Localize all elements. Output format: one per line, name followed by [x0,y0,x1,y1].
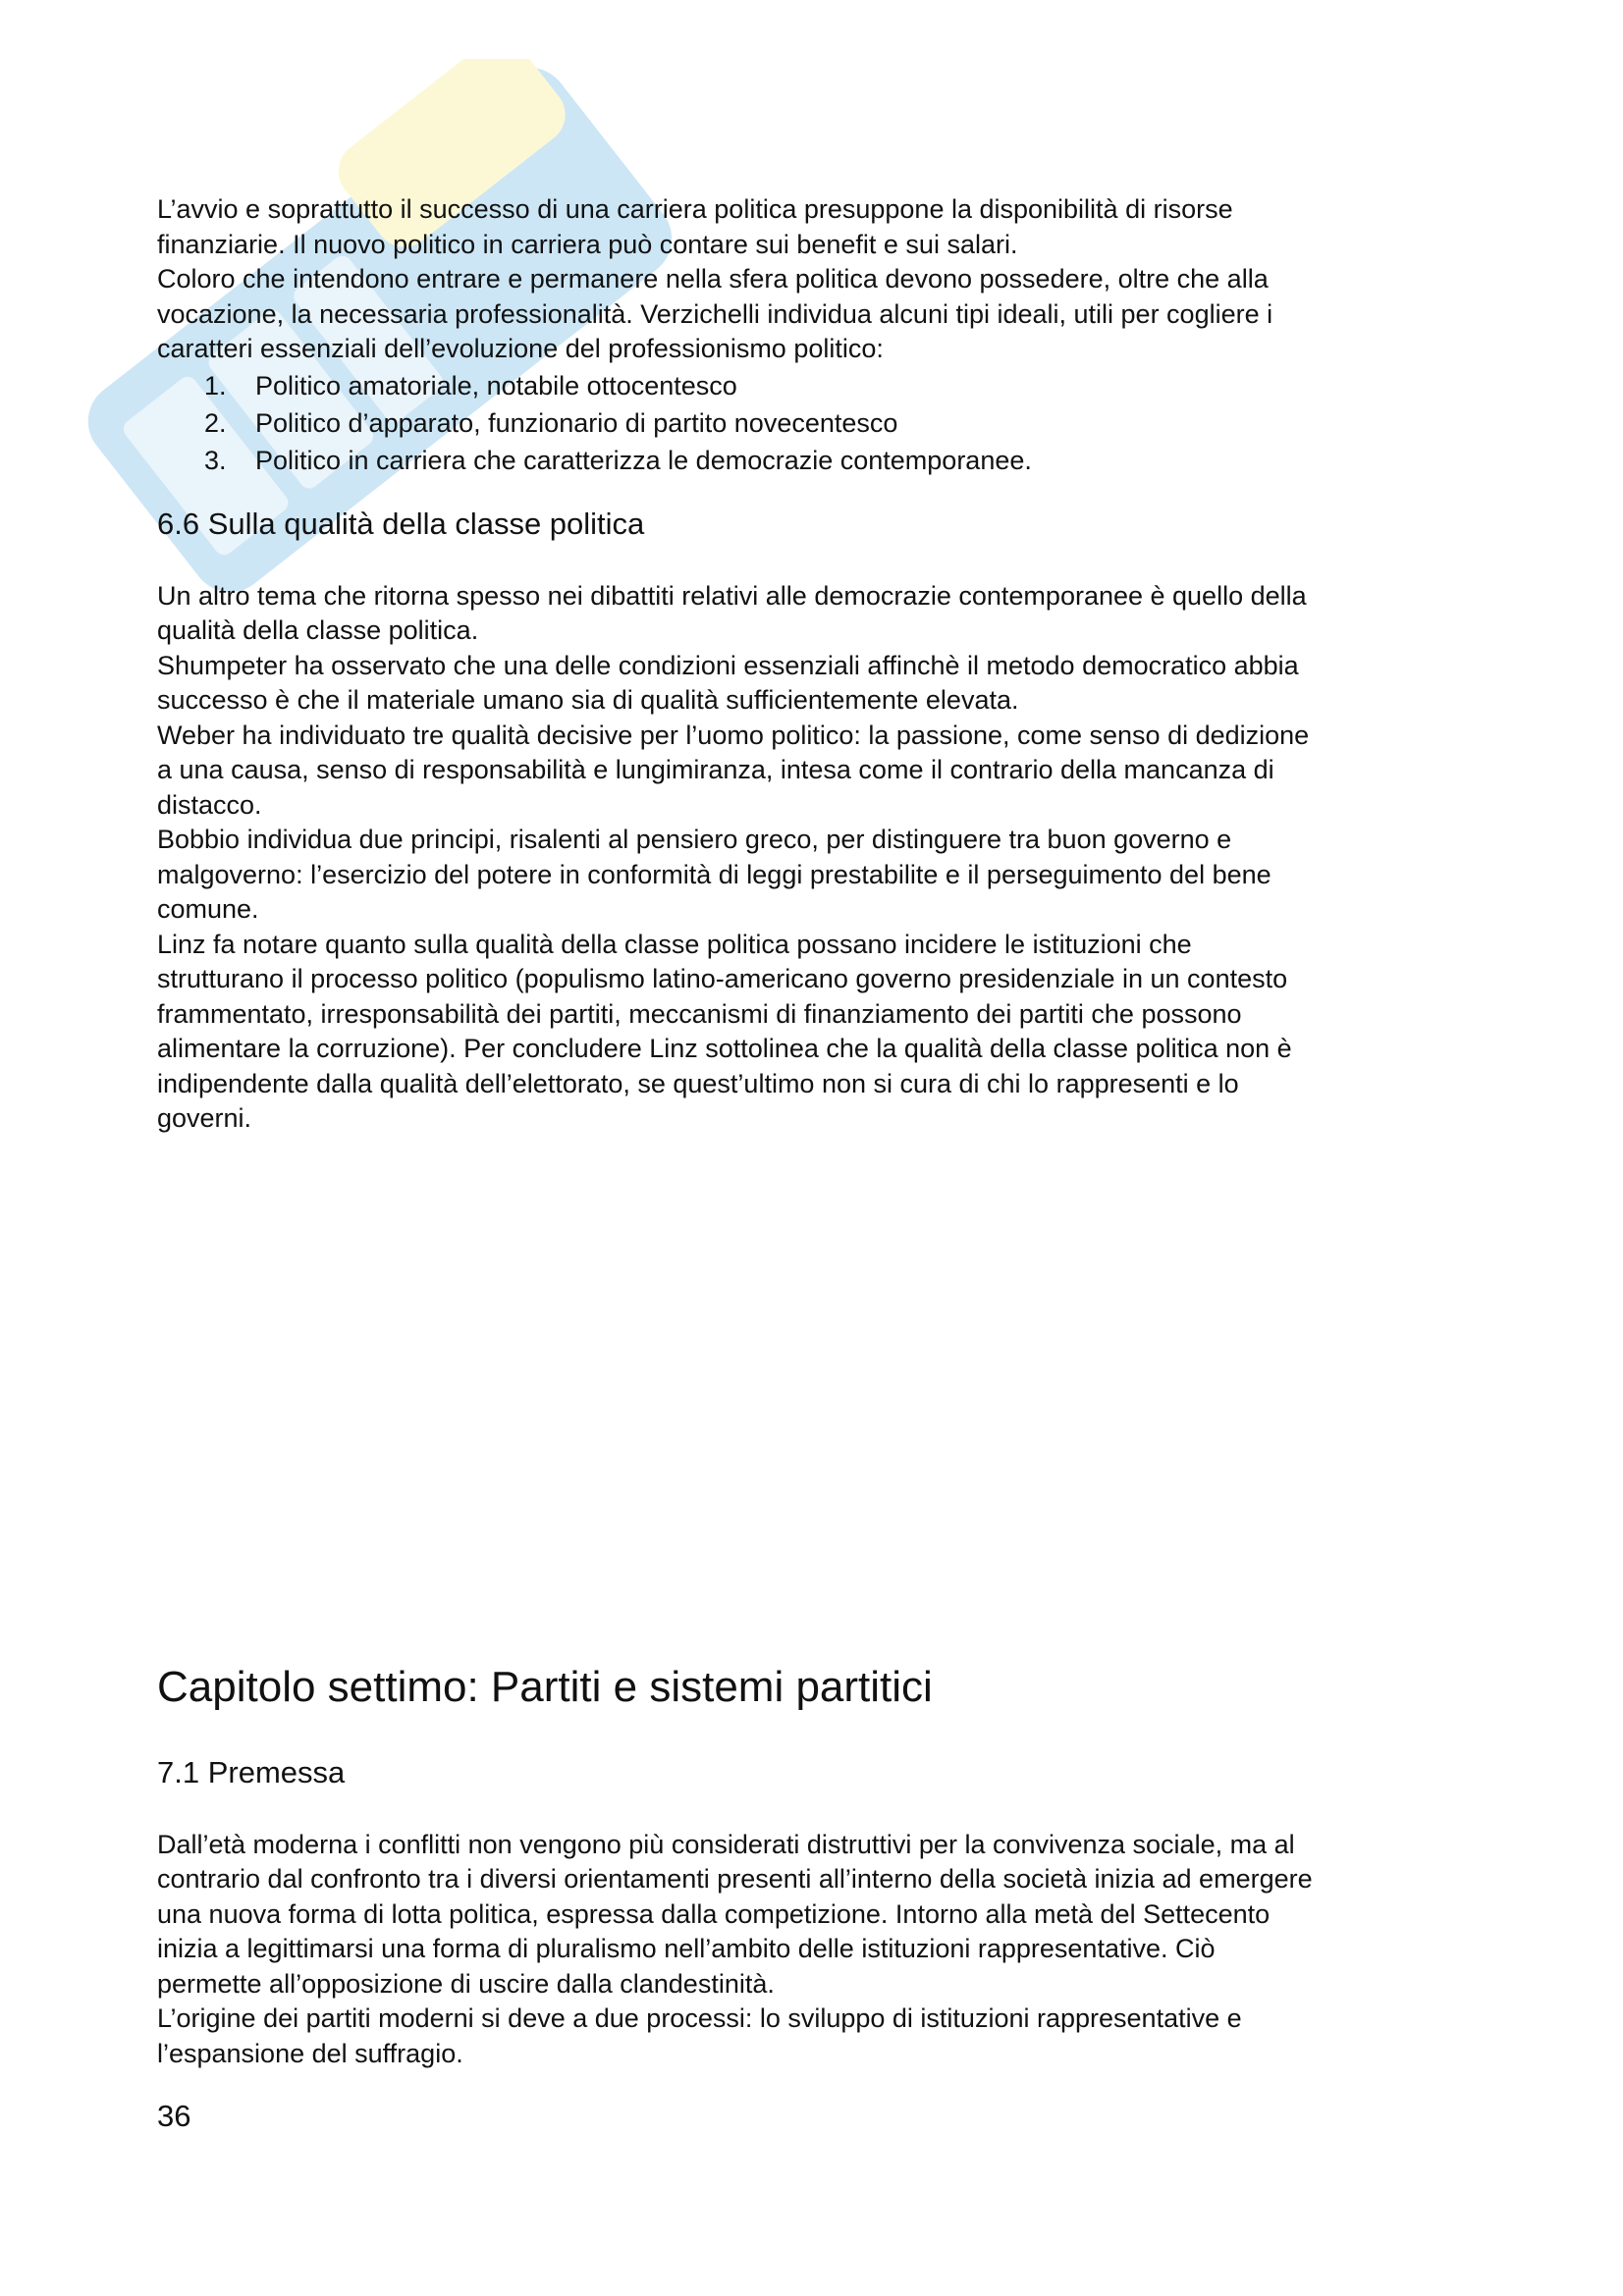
text-line: Bobbio individua due principi, risalenti al pensiero greco, per distinguere tra buon governo e [157,825,1232,854]
text-line: permette all’opposizione di uscire dalla clandestinità. [157,1968,775,1999]
text-line: L’avvio e soprattutto il successo di una carriera politica presuppone la disponibilità di risorse [157,194,1233,224]
list-item-text: Politico amatoriale, notabile ottocentesco [255,370,737,400]
list-item [157,404,1492,442]
page-number: 36 [157,2099,191,2133]
text-line: successo è che il materiale umano sia di qualità sufficientemente elevata. [157,685,1019,715]
list-item [157,442,1492,479]
text-line: inizia a legittimarsi una forma di pluralismo nell’ambito delle istituzioni rappresentative. Ciò [157,1934,1216,1963]
text-line: L’origine dei partiti moderni si deve a due processi: lo sviluppo di istituzioni rappresentative e [157,2003,1242,2033]
text-line: indipendente dalla qualità dell’elettorato, se quest’ultimo non si cura di chi lo rappresenti e lo [157,1068,1239,1098]
text-line: Weber ha individuato tre qualità decisive per l’uomo politico: la passione, come senso di dedizione [157,720,1310,750]
text-line: Shumpeter ha osservato che una delle condizioni essenziali affinchè il metodo democratico abbia [157,650,1299,680]
document-page [157,192,1492,2071]
section-7-1-body [157,1828,1492,2072]
list-number: 3. [204,445,227,475]
text-line: malgoverno: l’esercizio del potere in conformità di leggi prestabilite e il perseguimento del bene [157,859,1271,889]
politician-types-list [157,367,1492,479]
text-line: frammentato, irresponsabilità dei partiti, meccanismi di finanziamento dei partiti che possono [157,998,1242,1029]
text-line: distacco. [157,789,262,820]
text-line: vocazione, la necessaria professionalità. Verzichelli individua alcuni tipi ideali, utili per cogliere i [157,298,1273,329]
text-line: finanziarie. Il nuovo politico in carriera può contare sui benefit e sui salari. [157,229,1018,259]
intro-paragraph [157,192,1492,367]
text-line: qualità della classe politica. [157,615,479,645]
list-number: 2. [204,407,227,438]
text-line: contrario dal confronto tra i diversi orientamenti presenti all’interno della società inizia ad emergere [157,1864,1313,1894]
text-line: una nuova forma di lotta politica, espressa dalla competizione. Intorno alla metà del Settecento [157,1898,1271,1929]
text-line: a una causa, senso di responsabilità e lungimiranza, intesa come il contrario della mancanza di [157,755,1274,784]
text-line: caratteri essenziali dell’evoluzione del professionismo politico: [157,334,884,363]
text-line: governi. [157,1103,252,1133]
list-number: 1. [204,370,227,400]
text-line: alimentare la corruzione). Per concludere Linz sottolinea che la qualità della classe politica non è [157,1034,1292,1063]
text-line: Un altro tema che ritorna spesso nei dibattiti relativi alle democrazie contemporanee è quello della [157,580,1307,611]
text-line: Coloro che intendono entrare e permanere nella sfera politica devono possedere, oltre che alla [157,264,1269,294]
list-item-text: Politico d’apparato, funzionario di partito novecentesco [255,407,898,438]
text-line: l’espansione del suffragio. [157,2038,463,2068]
text-line: strutturano il processo politico (populismo latino-americano governo presidenziale in un contesto [157,964,1288,993]
section-heading-6-6: 6.6 Sulla qualità della classe politica [157,506,645,541]
section-6-6-body [157,579,1492,1137]
chapter-title: Capitolo settimo: Partiti e sistemi partitici [157,1662,933,1711]
text-line: comune. [157,894,259,924]
list-item [157,367,1492,404]
section-heading-7-1: 7.1 Premessa [157,1754,346,1789]
list-item-text: Politico in carriera che caratterizza le democrazie contemporanee. [255,445,1032,475]
text-line: Dall’età moderna i conflitti non vengono più considerati distruttivi per la convivenza sociale, ma al [157,1829,1295,1859]
text-line: Linz fa notare quanto sulla qualità della classe politica possano incidere le istituzioni che [157,929,1192,959]
